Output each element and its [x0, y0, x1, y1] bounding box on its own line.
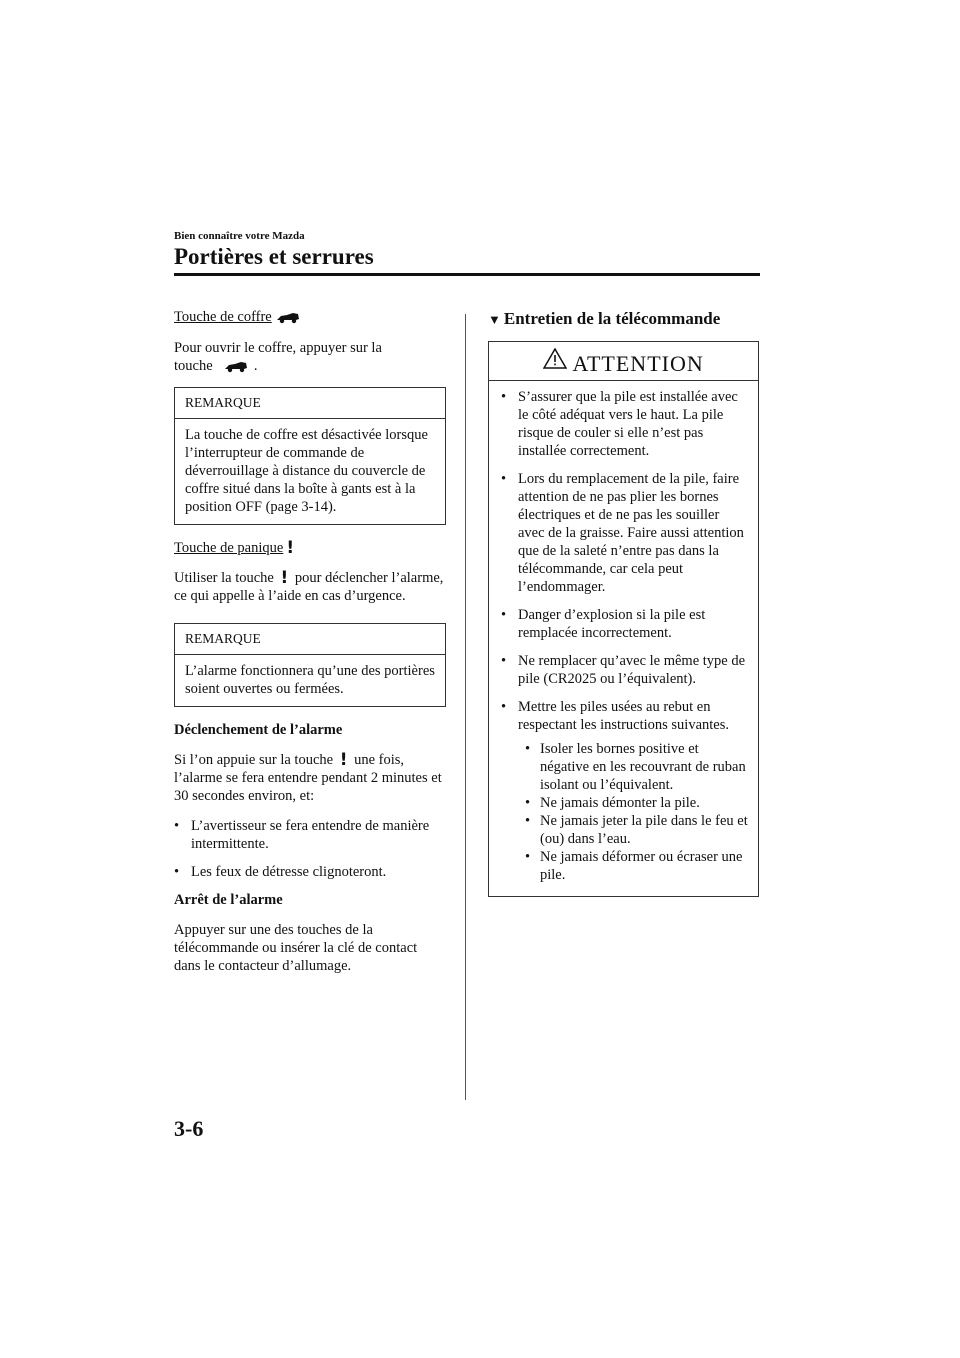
chapter-label: Bien connaître votre Mazda	[174, 230, 305, 242]
trigger-text-2: une fois, l’alarme se fera entendre pendant 2 minutes et 30 secondes environ, et:	[174, 752, 442, 804]
stop-text: Appuyer sur une des touches de la télécommande ou insérer la clé de contact dans le contacteur d’allumage.	[174, 922, 418, 974]
note-text: L’alarme fonctionnera qu’une des portières soient ouvertes ou fermées.	[185, 663, 435, 697]
sub-list-item: • Ne jamais démonter la pile.	[525, 795, 700, 811]
sub-list-item: • Ne jamais jeter la pile dans le feu et (ou) dans l’eau.	[525, 813, 748, 847]
trunk-text-3: .	[253, 358, 258, 374]
exclamation-icon: !	[286, 538, 295, 558]
attention-body	[489, 381, 758, 896]
triangle-down-icon: ▼	[488, 312, 501, 327]
note-box-trunk	[174, 387, 446, 525]
trigger-heading: Déclenchement de l’alarme	[174, 722, 343, 738]
panic-text-2: pour déclencher l’alarme, ce qui appelle à l’aide en cas d’urgence.	[174, 570, 444, 604]
trunk-text-1: Pour ouvrir le coffre, appuyer sur la	[174, 340, 382, 356]
list-item: • Mettre les piles usées au rebut en respectant les instructions suivantes.	[501, 699, 730, 733]
section-title: Portières et serrures	[174, 244, 374, 269]
note-text: La touche de coffre est désactivée lorsque l’interrupteur de commande de déverrouillage à distance du couvercle de coffre situé dans la boîte à gants est à la position OFF (page 3-14).	[185, 427, 428, 515]
sub-list-item: • Ne jamais déformer ou écraser une pile.	[525, 849, 743, 883]
attention-header	[489, 342, 758, 381]
panic-heading: Touche de panique	[174, 540, 284, 556]
page-number: 3-6	[174, 1116, 204, 1141]
header-rule	[174, 273, 760, 276]
column-divider	[465, 314, 466, 1100]
stop-heading: Arrêt de l’alarme	[174, 892, 283, 908]
note-box-panic	[174, 623, 446, 707]
list-item: • Danger d’explosion si la pile est remplacée incorrectement.	[501, 607, 706, 641]
right-column	[488, 308, 759, 897]
left-column	[174, 308, 446, 987]
list-item: • S’assurer que la pile est installée avec le côté adéquat vers le haut. La pile risque de couler si elle n’est pas installée correctement.	[501, 389, 738, 459]
car-trunk-icon	[275, 311, 301, 325]
attention-box	[488, 341, 759, 897]
attention-label: ATTENTION	[572, 351, 704, 376]
trigger-text-1: Si l’on appuie sur la touche	[174, 752, 334, 768]
sub-list-item: • Isoler les bornes positive et négative en les recouvrant de ruban isolant ou l’équivalent.	[525, 741, 746, 793]
exclamation-icon: !	[280, 568, 289, 588]
note-label: REMARQUE	[175, 388, 445, 419]
car-trunk-icon	[222, 360, 250, 374]
trunk-text-2: touche	[174, 358, 213, 374]
maintenance-heading: ▼ Entretien de la télécommande	[488, 309, 721, 328]
warning-icon	[543, 348, 567, 369]
note-label: REMARQUE	[175, 624, 445, 655]
panic-text-1: Utiliser la touche	[174, 570, 274, 586]
trunk-heading: Touche de coffre	[174, 309, 272, 325]
exclamation-icon: !	[339, 750, 348, 770]
list-item: • Les feux de détresse clignoteront.	[174, 864, 387, 880]
list-item: • Ne remplacer qu’avec le même type de pile (CR2025 ou l’équivalent).	[501, 653, 746, 687]
list-item: • Lors du remplacement de la pile, faire attention de ne pas plier les bornes électriques et de ne pas les souiller avec de la graisse. Faire aussi attention que de la saleté n’entre pas dans la télécommande, car cela peut l’endommager.	[501, 471, 744, 595]
list-item: • L’avertisseur se fera entendre de manière intermittente.	[174, 818, 430, 852]
